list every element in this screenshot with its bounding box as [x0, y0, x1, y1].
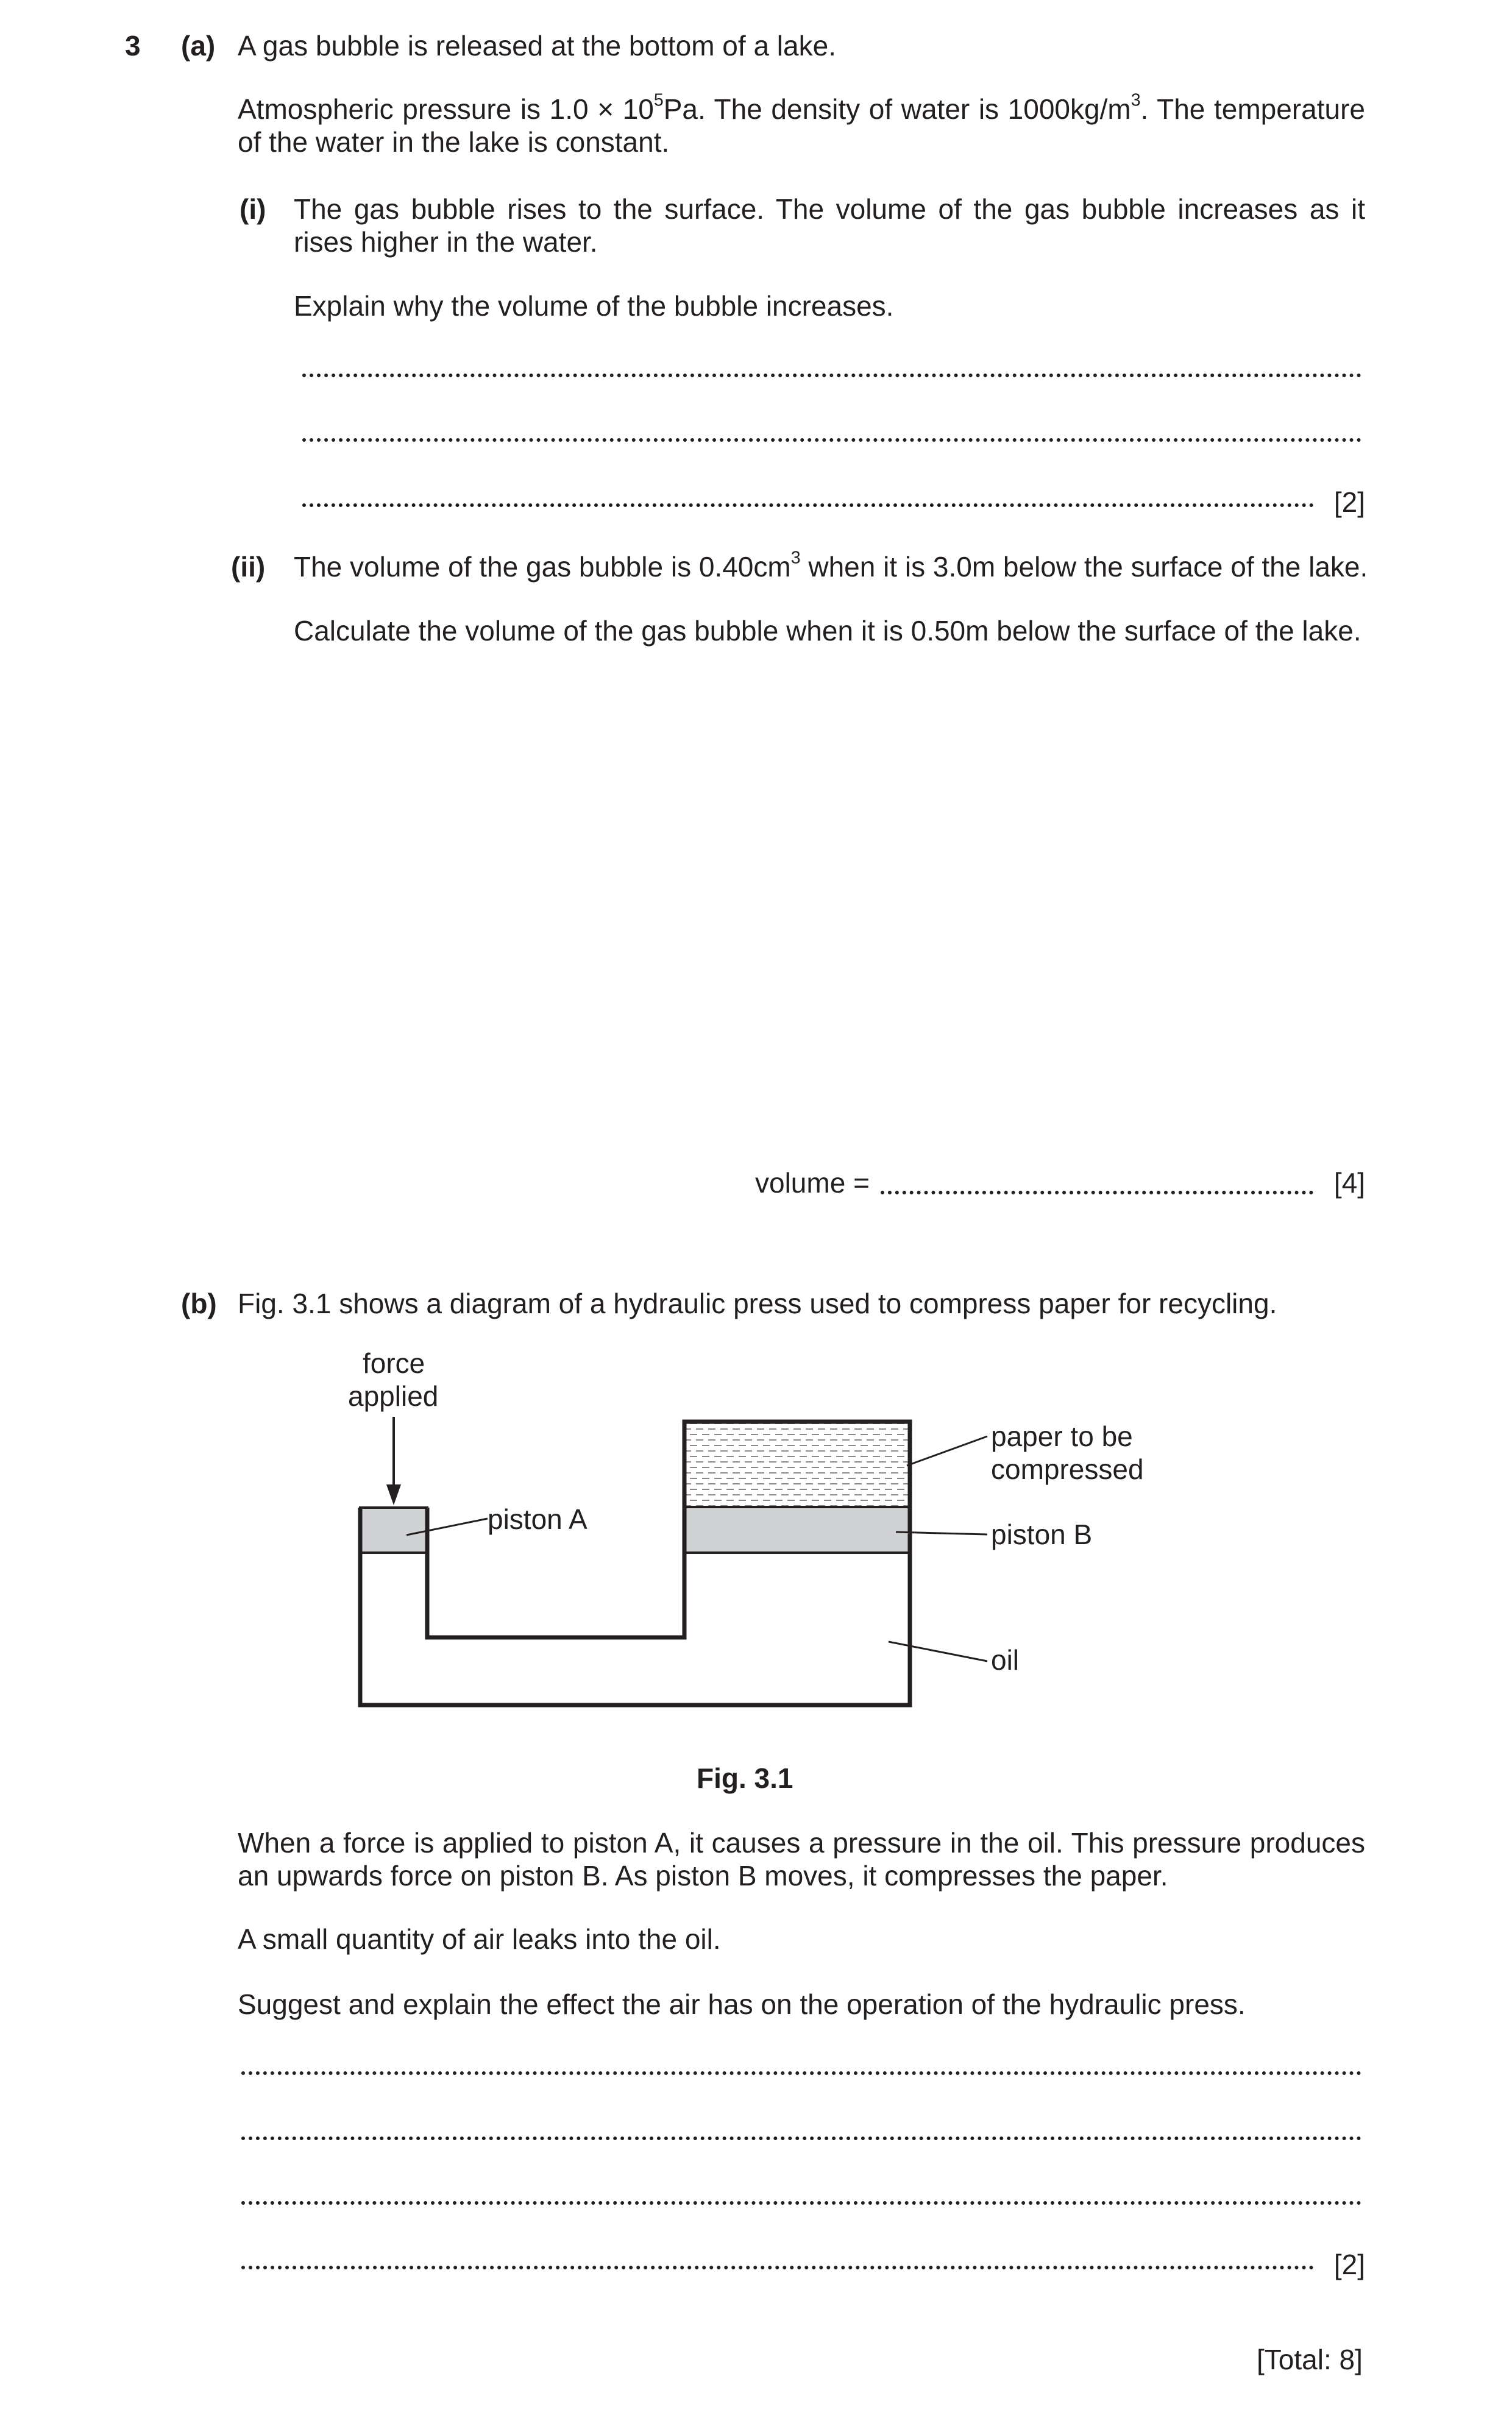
force-label-line2: applied — [348, 1380, 439, 1412]
part-a-intro: A gas bubble is released at the bottom of a lake. — [238, 30, 836, 62]
part-b-text-2: A small quantity of air leaks into the oil. — [238, 1923, 721, 1955]
volume-answer-label: volume = — [755, 1167, 870, 1199]
force-arrowhead — [386, 1484, 401, 1505]
given-exponent-1: 5 — [653, 90, 664, 110]
answer-line-b-2[interactable] — [241, 2137, 1361, 2140]
total-marks: [Total: 8] — [1257, 2344, 1363, 2375]
answer-line-b-3[interactable] — [241, 2201, 1361, 2205]
given-text-mid: Pa. The density of water is 1000kg/m — [663, 93, 1131, 125]
figure-caption: Fig. 3.1 — [697, 1762, 793, 1794]
sub-i-marks: [2] — [1333, 486, 1365, 518]
sub-ii-text-post: when it is 3.0m below the surface of the lake. — [800, 551, 1368, 583]
given-text-pre: Atmospheric pressure is 1.0 × 10 — [238, 93, 654, 125]
sub-ii-label: (ii) — [231, 551, 266, 583]
part-b-instruction: Suggest and explain the effect the air has on the operation of the hydraulic press. — [238, 1988, 1246, 2020]
leader-oil — [889, 1642, 987, 1661]
oil-label: oil — [991, 1644, 1020, 1676]
leader-piston-b — [896, 1532, 987, 1534]
sub-ii-marks: [4] — [1333, 1167, 1365, 1199]
part-a-given-conditions — [238, 90, 1365, 159]
part-b-label: (b) — [181, 1288, 217, 1319]
given-text-post: . The temperature of the water in the lake is constant. — [238, 93, 1365, 158]
sub-ii-text — [294, 550, 1368, 583]
paper-label-line2: compressed — [991, 1453, 1144, 1485]
sub-ii-exponent: 3 — [790, 548, 801, 568]
piston-a — [360, 1508, 427, 1553]
container-outline — [360, 1422, 910, 1705]
leader-paper — [907, 1436, 987, 1466]
sub-i-label: (i) — [240, 193, 266, 225]
answer-line-i-2[interactable] — [302, 438, 1361, 442]
sub-ii-text-pre: The volume of the gas bubble is 0.40cm — [294, 551, 791, 583]
force-label-line1: force — [363, 1347, 425, 1379]
answer-line-b-4[interactable] — [241, 2266, 1314, 2269]
paper-label-line1: paper to be — [991, 1420, 1133, 1452]
answer-line-i-3[interactable] — [302, 503, 1314, 507]
question-number: 3 — [125, 30, 141, 62]
answer-line-b-1[interactable] — [241, 2071, 1361, 2075]
sub-ii-instruction: Calculate the volume of the gas bubble when it is 0.50m below the surface of the lake. — [294, 615, 1361, 647]
volume-answer-line[interactable] — [881, 1191, 1313, 1194]
sub-i-text: The gas bubble rises to the surface. The volume of the gas bubble increases as it rises higher in the water. — [294, 193, 1365, 258]
given-exponent-2: 3 — [1130, 90, 1141, 110]
piston-a-label: piston A — [488, 1503, 587, 1535]
part-b-marks: [2] — [1333, 2249, 1365, 2280]
paper-block — [684, 1422, 910, 1507]
piston-b-label: piston B — [991, 1519, 1093, 1550]
part-a-label: (a) — [181, 30, 216, 62]
part-b-text-1: When a force is applied to piston A, it causes a pressure in the oil. This pressure produces an upwards force on piston B. As piston B moves, it compresses the paper. — [238, 1827, 1365, 1892]
answer-line-i-1[interactable] — [302, 374, 1361, 377]
sub-i-instruction: Explain why the volume of the bubble increases. — [294, 290, 894, 322]
leader-piston-a — [406, 1519, 488, 1535]
piston-b — [684, 1507, 910, 1553]
part-b-intro: Fig. 3.1 shows a diagram of a hydraulic press used to compress paper for recycling. — [238, 1288, 1277, 1319]
